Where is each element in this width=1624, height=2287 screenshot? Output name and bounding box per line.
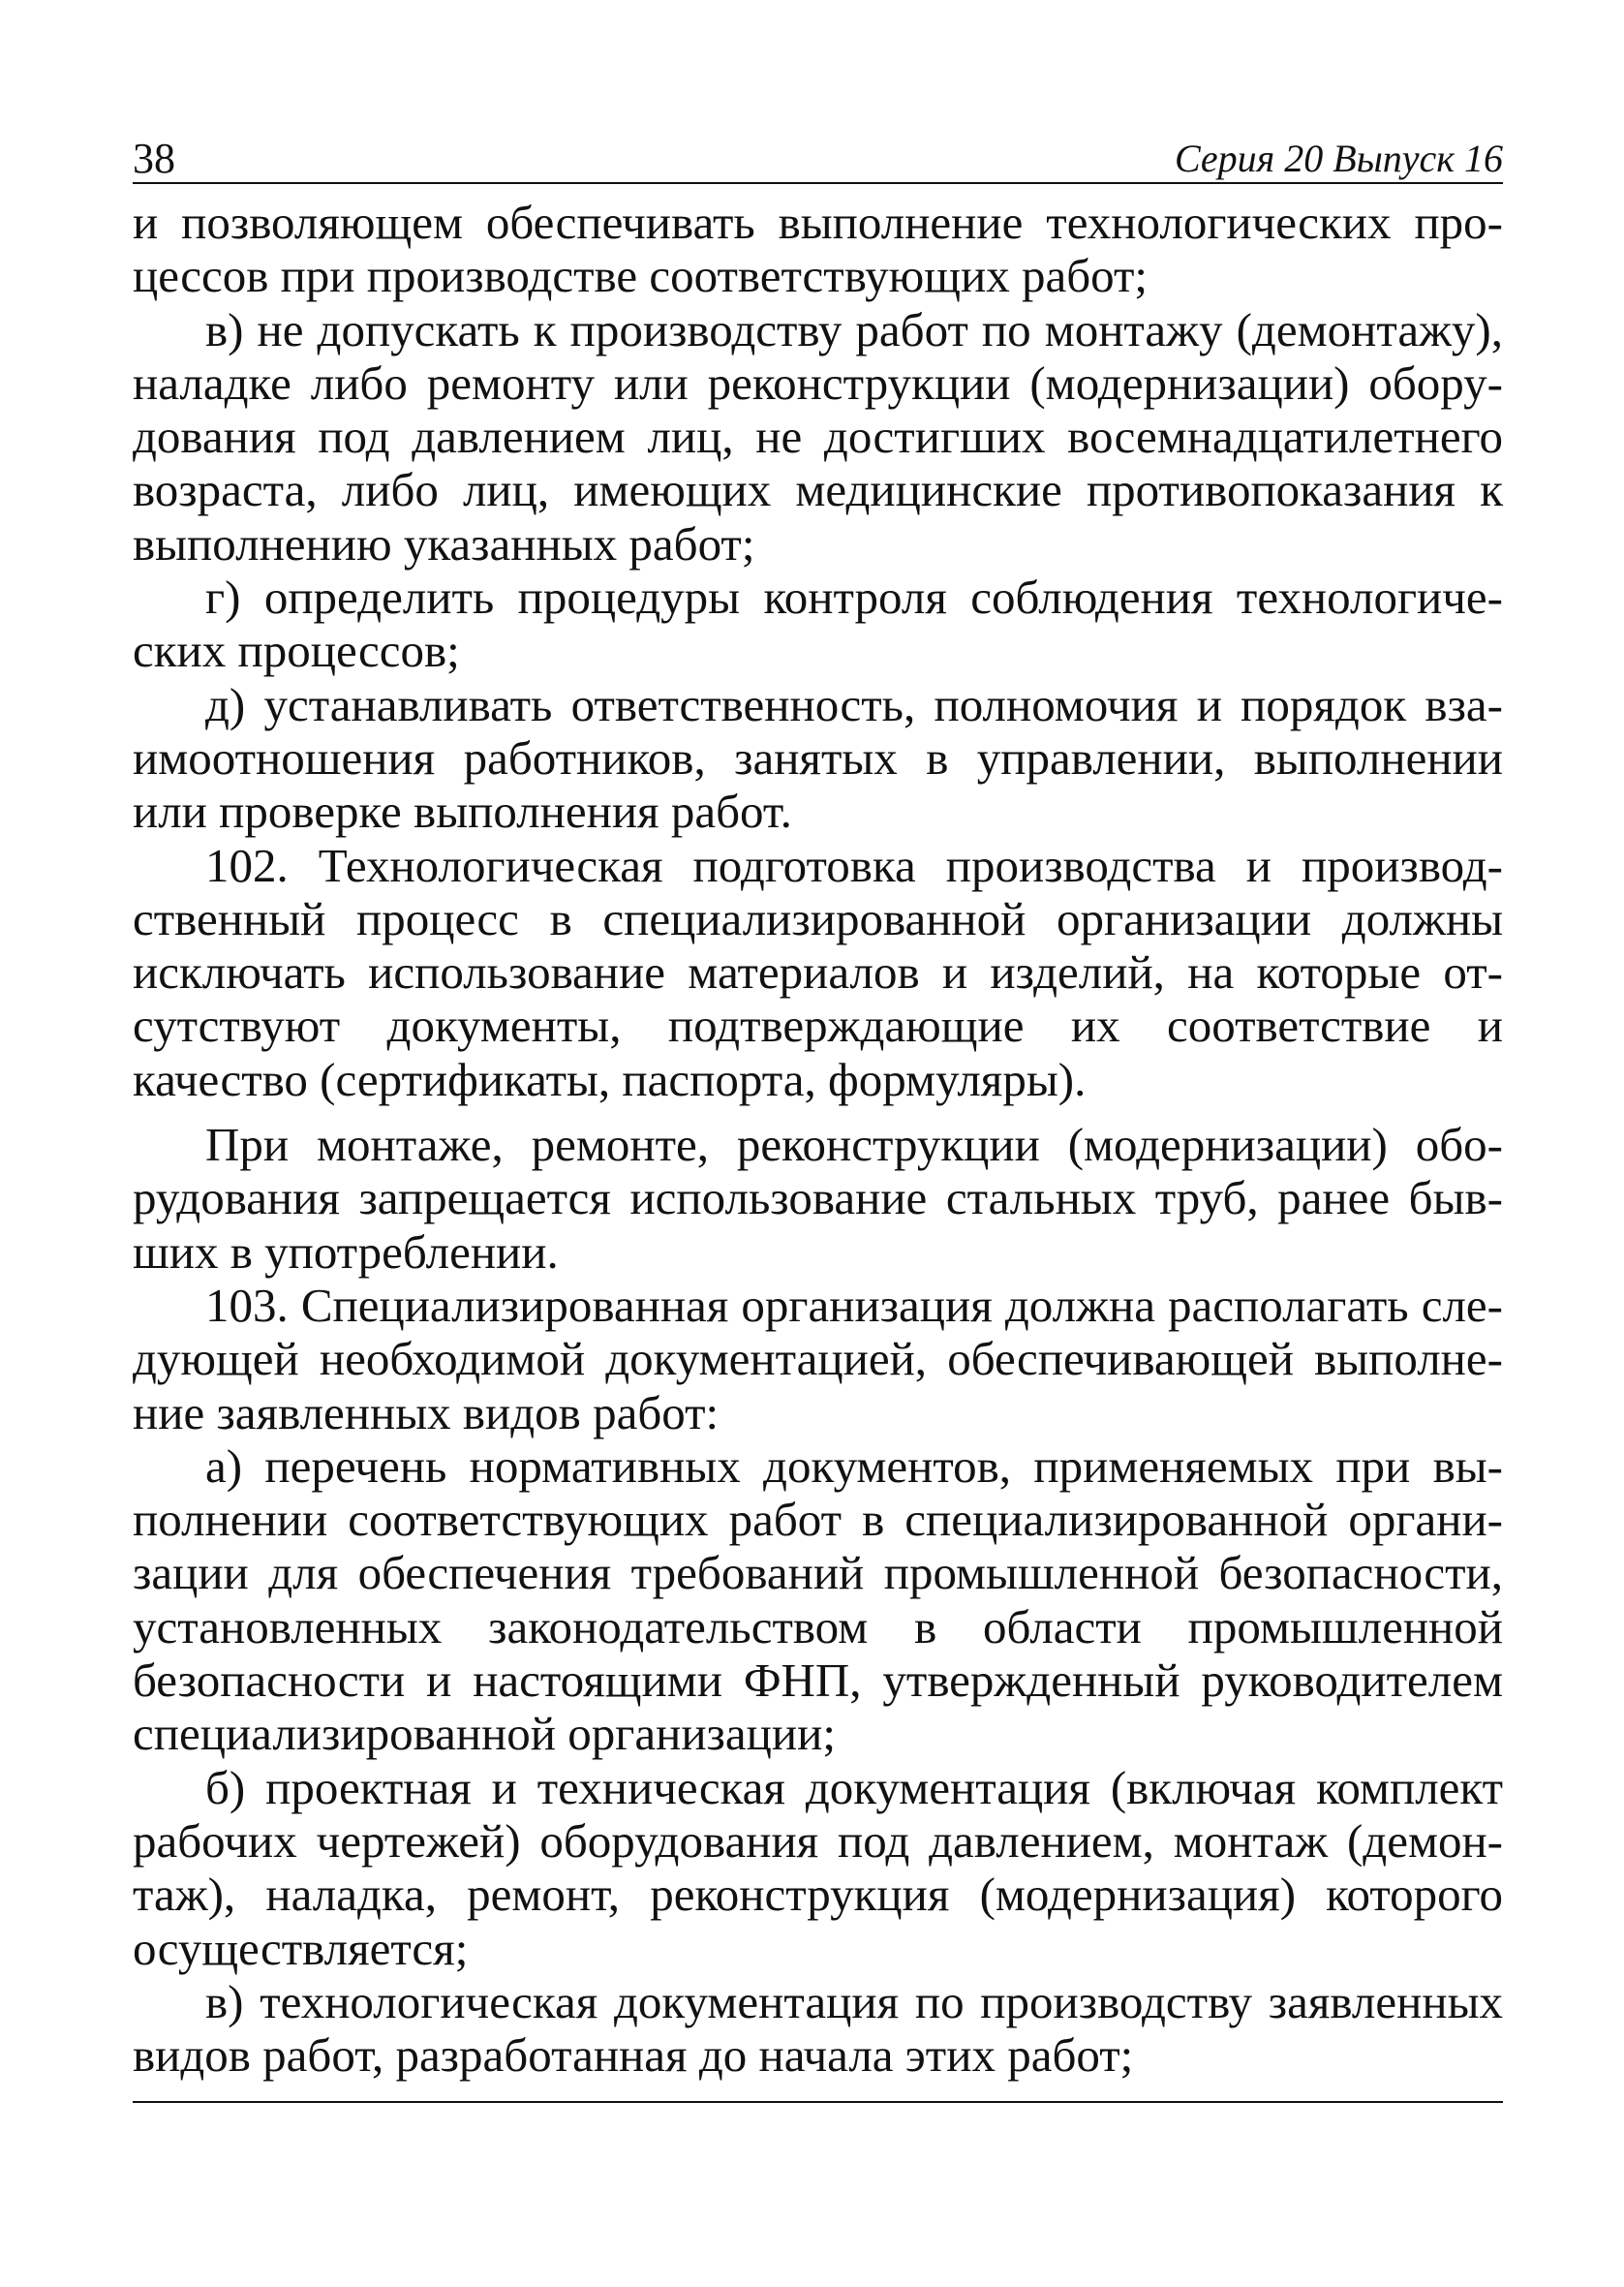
list-item-g: г) определить процедуры контроля соблюдения технологических процессов; — [133, 571, 1503, 678]
footer-rule — [133, 2101, 1503, 2103]
series-label: Серия 20 Выпуск 16 — [1174, 137, 1503, 180]
page-number: 38 — [133, 135, 175, 182]
clause-103: 103. Специализированная организация должна располагать следующей необходимой документацией, обеспечивающей выполнение заявленных видов работ: — [133, 1278, 1503, 1439]
list-item-v: в) не допускать к производству работ по монтажу (демонтажу), наладке либо ремонту или реконструкции (модернизации) оборудования под давлением лиц, не достигших восемнадцатилетнего возраста, либо лиц, имеющих медицинские противопоказания к выполнению указанных работ; — [133, 302, 1503, 571]
list-item-d: д) устанавливать ответственность, полномочия и порядок взаимоотношения работников, занятых в управлении, выполнении или проверке выполнения работ. — [133, 677, 1503, 839]
document-page — [133, 126, 1503, 2103]
running-header — [133, 126, 1503, 184]
paragraph-continuation: и позволяющем обеспечивать выполнение технологических процессов при производстве соответствующих работ; — [133, 196, 1503, 303]
body-text — [133, 196, 1503, 2082]
list-item-a: а) перечень нормативных документов, применяемых при выполнении соответствующих работ в специализированной организации для обеспечения требований промышленной безопасности, установленных законодательством в области промышленной безопасности и настоящими ФНП, утвержденный руководителем специализированной организации; — [133, 1438, 1503, 1761]
list-item-b: б) проектная и техническая документация (включая комплект рабочих чертежей) оборудования под давлением, монтаж (демонтаж), наладка, ремонт, реконструкция (модернизация) которого осуществляется; — [133, 1760, 1503, 1975]
list-item-v-documentation: в) технологическая документация по производству заявленных видов работ, разработанная до начала этих работ; — [133, 1974, 1503, 2083]
paragraph-installation-restriction: При монтаже, ремонте, реконструкции (модернизации) оборудования запрещается использование стальных труб, ранее бывших в употреблении. — [133, 1118, 1503, 1279]
clause-102: 102. Технологическая подготовка производства и производственный процесс в специализированной организации должны исключать использование материалов и изделий, на которые отсутствуют документы, подтверждающие их соответствие и качество (сертификаты, паспорта, формуляры). — [133, 838, 1503, 1106]
